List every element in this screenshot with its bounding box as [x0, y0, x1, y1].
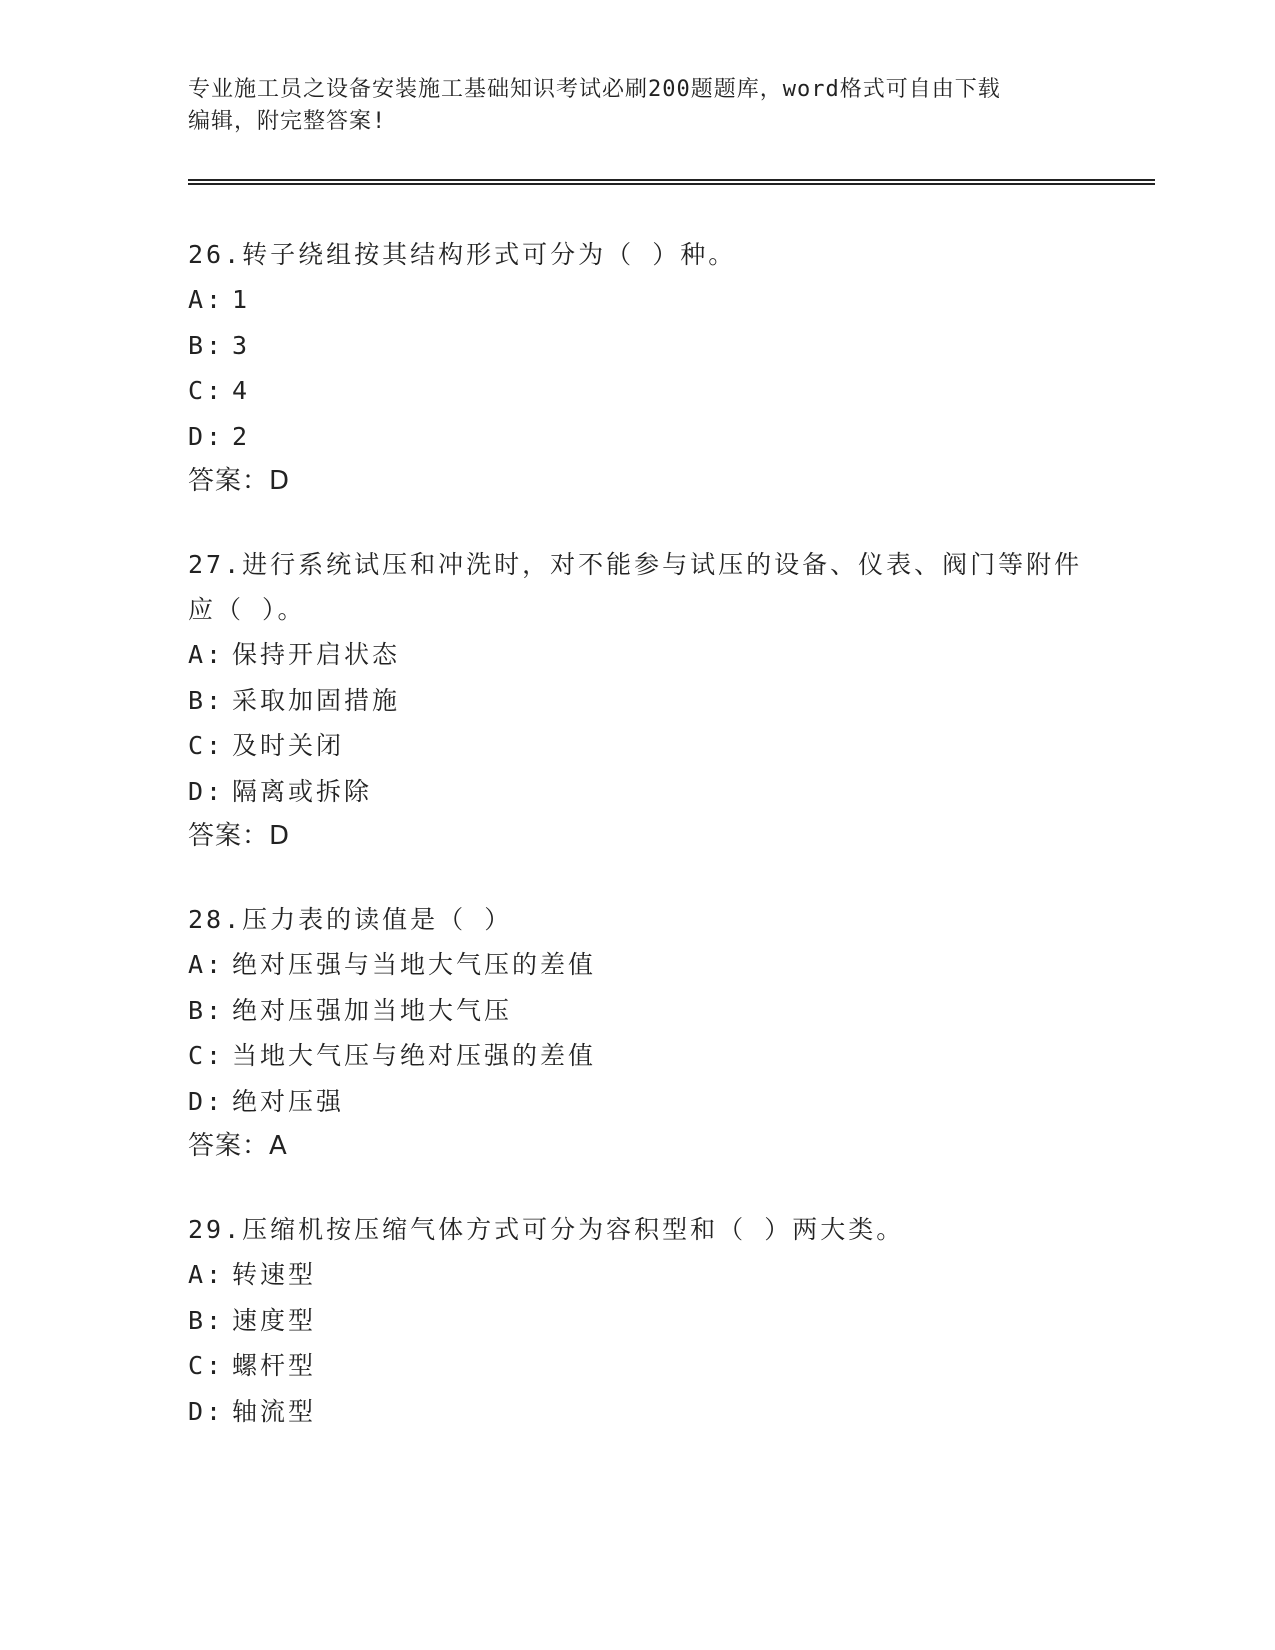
- option-text: 采取加固措施: [232, 685, 401, 715]
- option-letter: B:: [188, 330, 225, 360]
- option-b: [188, 323, 1088, 369]
- option-letter: C:: [188, 1351, 225, 1380]
- option-b: [188, 1298, 1088, 1344]
- question-stem: 27.进行系统试压和冲洗时，对不能参与试压的设备、仪表、阀门等附件应（ ）。: [188, 550, 1083, 624]
- option-text: 绝对压强: [232, 1086, 345, 1116]
- option-text: 2: [232, 421, 251, 451]
- option-a: [188, 277, 1088, 323]
- option-text: 绝对压强加当地大气压: [232, 995, 513, 1025]
- option-letter: A:: [188, 285, 225, 314]
- option-letter: B:: [188, 685, 225, 715]
- option-a: [188, 632, 1088, 678]
- question-28: [188, 897, 1088, 1168]
- option-c: [188, 723, 1088, 769]
- option-d: [188, 769, 1088, 815]
- option-text: 螺杆型: [232, 1351, 317, 1380]
- option-letter: C:: [188, 376, 225, 405]
- option-d: [188, 414, 1088, 460]
- option-letter: C:: [188, 1041, 225, 1070]
- option-letter: D:: [188, 1086, 225, 1116]
- option-text: 保持开启状态: [232, 640, 401, 669]
- option-a: [188, 942, 1088, 988]
- answer-label: 答案：A: [188, 1131, 288, 1161]
- question-stem: 29.压缩机按压缩气体方式可分为容积型和（ ）两大类。: [188, 1215, 905, 1244]
- header-divider-bottom: [188, 183, 1155, 185]
- option-text: 隔离或拆除: [232, 776, 373, 806]
- answer-label: 答案：D: [188, 466, 291, 496]
- option-b: [188, 678, 1088, 724]
- header-divider-top: [188, 179, 1155, 181]
- option-letter: A:: [188, 1260, 225, 1289]
- option-d: [188, 1389, 1088, 1435]
- option-letter: B:: [188, 995, 225, 1025]
- option-text: 4: [232, 376, 251, 405]
- option-b: [188, 988, 1088, 1034]
- option-text: 及时关闭: [232, 731, 345, 760]
- option-letter: D:: [188, 421, 225, 451]
- question-stem: 28.压力表的读值是（ ）: [188, 905, 513, 934]
- option-text: 1: [232, 285, 251, 314]
- option-letter: B:: [188, 1305, 225, 1335]
- header-line-2: 编辑，附完整答案!: [188, 109, 387, 134]
- question-stem: 26.转子绕组按其结构形式可分为（ ）种。: [188, 240, 737, 269]
- question-29: [188, 1207, 1088, 1434]
- option-text: 当地大气压与绝对压强的差值: [232, 1041, 597, 1070]
- answer-label: 答案：D: [188, 821, 291, 851]
- option-letter: C:: [188, 731, 225, 760]
- option-c: [188, 368, 1088, 414]
- option-text: 转速型: [232, 1260, 317, 1289]
- option-text: 绝对压强与当地大气压的差值: [232, 950, 597, 979]
- option-text: 轴流型: [232, 1396, 317, 1426]
- option-letter: A:: [188, 640, 225, 669]
- option-c: [188, 1033, 1088, 1079]
- option-a: [188, 1252, 1088, 1298]
- document-header: [188, 74, 1088, 138]
- option-text: 3: [232, 330, 251, 360]
- option-c: [188, 1343, 1088, 1389]
- option-d: [188, 1079, 1088, 1125]
- option-letter: D:: [188, 1396, 225, 1426]
- question-27: [188, 542, 1088, 858]
- question-list: [188, 232, 1088, 1473]
- option-text: 速度型: [232, 1305, 317, 1335]
- question-26: [188, 232, 1088, 503]
- header-line-1: 专业施工员之设备安装施工基础知识考试必刷200题题库，word格式可自由下载: [188, 77, 1001, 102]
- option-letter: A:: [188, 950, 225, 979]
- option-letter: D:: [188, 776, 225, 806]
